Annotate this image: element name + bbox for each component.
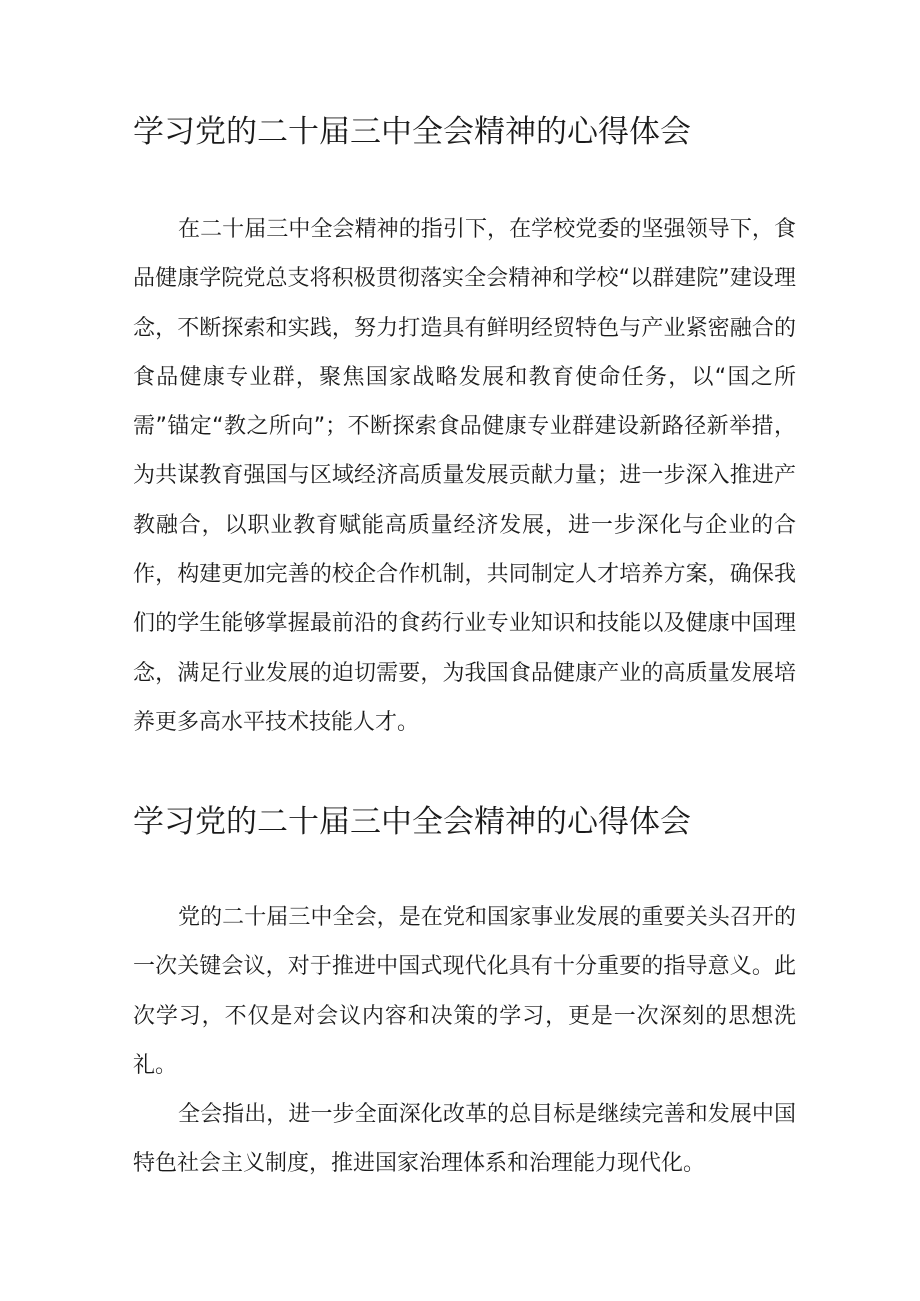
paragraph-1: 在二十届三中全会精神的指引下，在学校党委的坚强领导下，食品健康学院党总支将积极贯彻落实全会精神和学校“以群建院”建设理念，不断探索和实践，努力打造具有鲜明经贸特色与产业紧密融合的食品健康专业群，聚焦国家战略发展和教育使命任务，以“国之所需”锚定“教之所向”；不断探索食品健康专业群建设新路径新举措，为共谋教育强国与区域经济高质量发展贡献力量；进一步深入推进产教融合，以职业教育赋能高质量经济发展，进一步深化与企业的合作，构建更加完善的校企合作机制，共同制定人才培养方案，确保我们的学生能够掌握最前沿的食药行业专业知识和技能以及健康中国理念，满足行业发展的迫切需要，为我国食品健康产业的高质量发展培养更多高水平技术技能人才。 [133,217,796,735]
section-title-2: 学习党的二十届三中全会精神的心得体会 [133,804,691,840]
paragraph-2: 党的二十届三中全会，是在党和国家事业发展的重要关头召开的一次关键会议，对于推进中国式现代化具有十分重要的指导意义。此次学习，不仅是对会议内容和决策的学习，更是一次深刻的思想洗礼。 [133,905,796,1078]
section-title-1: 学习党的二十届三中全会精神的心得体会 [133,114,691,150]
paragraph-3: 全会指出，进一步全面深化改革的总目标是继续完善和发展中国特色社会主义制度，推进国家治理体系和治理能力现代化。 [133,1102,796,1177]
